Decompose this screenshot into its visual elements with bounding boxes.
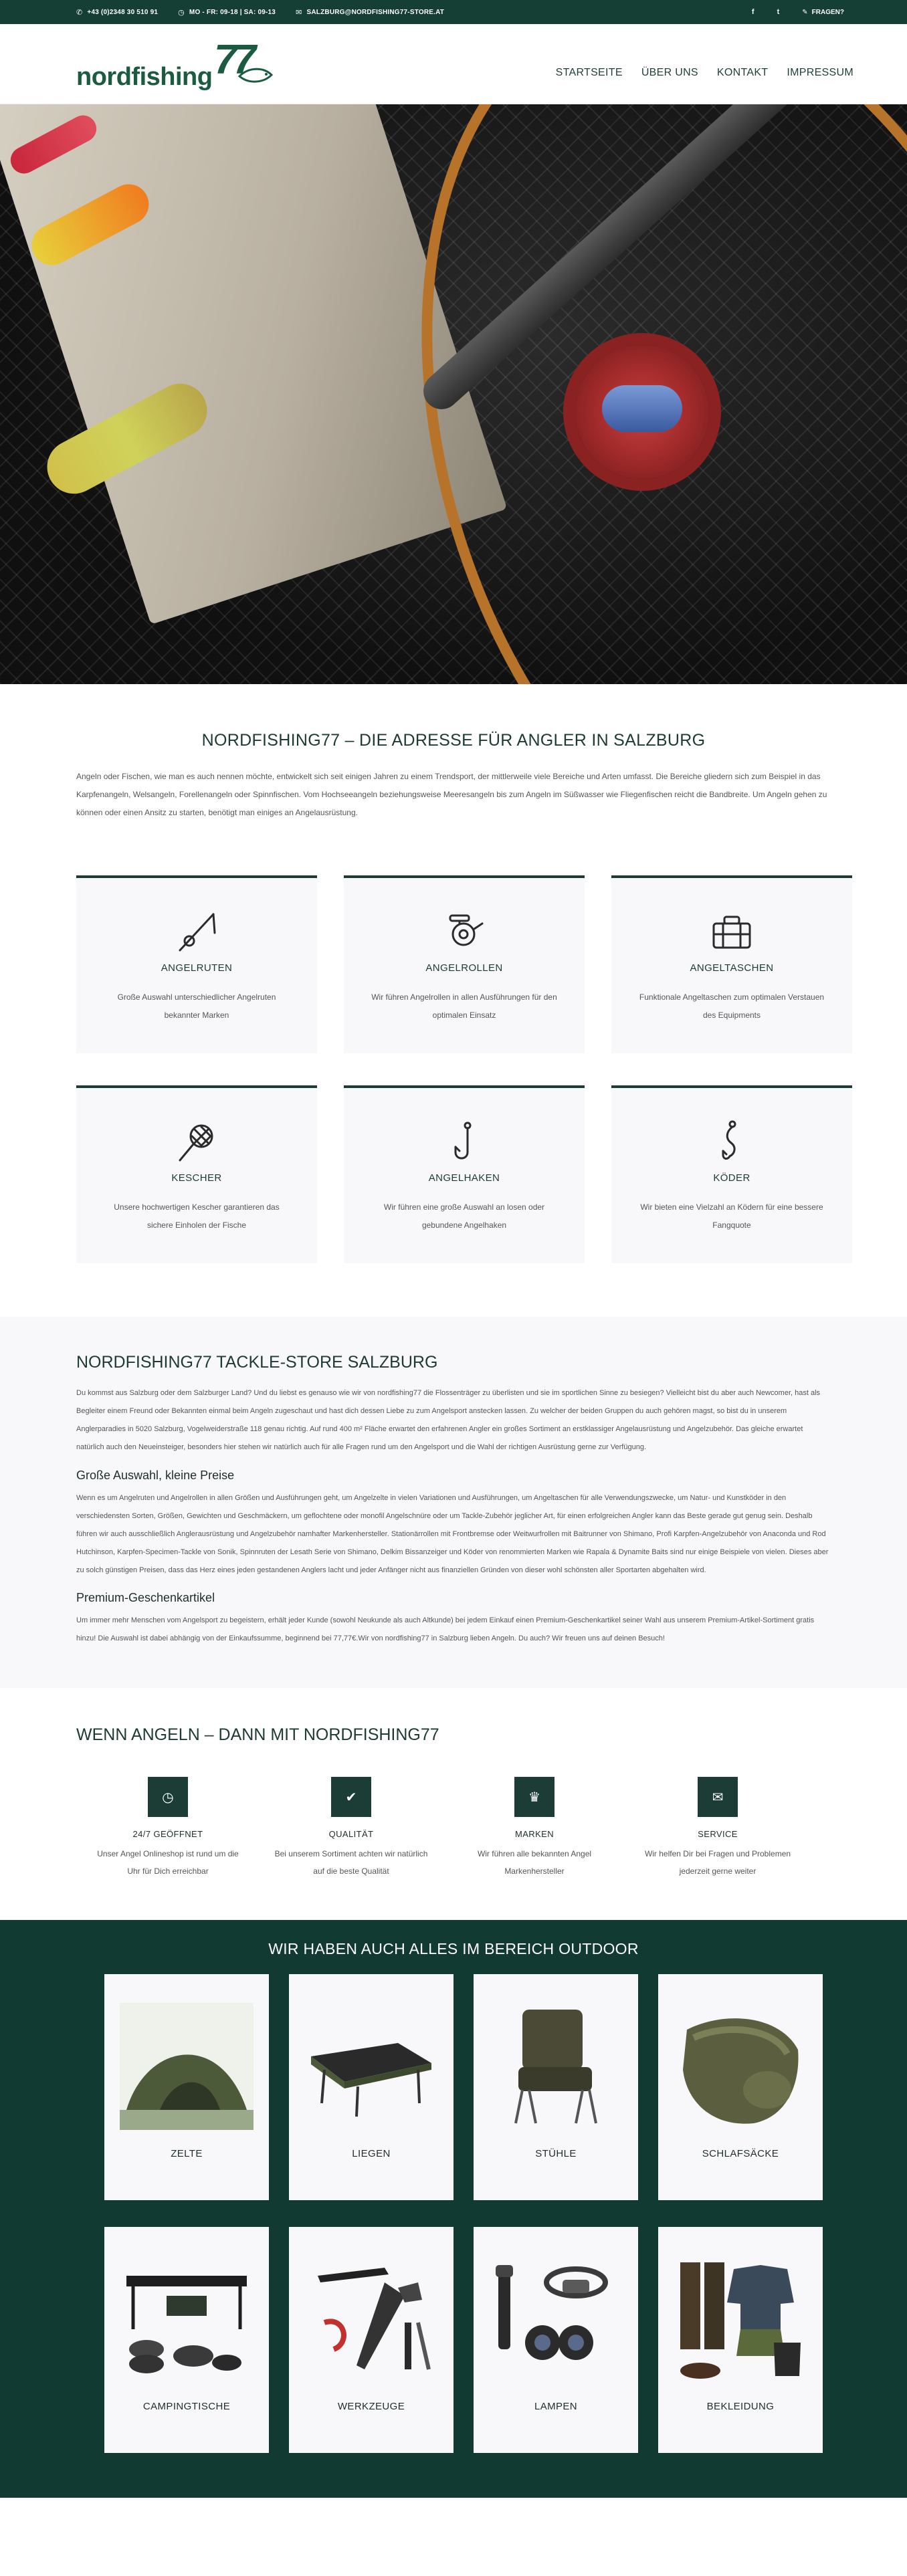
fishing-reel-icon [441,909,488,956]
outdoor-label: ZELTE [171,2147,203,2159]
main-nav [537,67,853,79]
outdoor-card-stuehle[interactable] [474,1974,638,2200]
store-paragraph: Du kommst aus Salzburg oder dem Salzburger Land? Und du liebst es genauso wie wir von nordfishing77 die Flossenträger zu überlisten und sie im sportlichen Sinne zu besiegen? Vielleicht bist du aber auch Newcomer, hast als Begleiter einem Freund oder Bekannten einmal beim Angeln zugeschaut und hast dich dessen Liebe zu zum Angelsport anstecken lassen. Zu welcher der beiden Gruppen du auch gehören magst, so bist du in unserem Anglerparadies in 5020 Salzburg, Vogelweiderstraße 118 genau richtig. Auf rund 400 m² Fläche erwartet den erfahrenen Angler ein großes Sortiment an erstklassiger Angelausrüstung und Angelzubehör. Das gleiche erwartet natürlich auch den Neueinsteiger, besonders hier stehen wir natürlich auch für alle Fragen rund um den Angelsport und die Wahl der richtigen Ausrüstung gerne zur Verfügung. [76,1389,821,1451]
clock-icon: ◷ [148,1777,188,1817]
bedchair-image [301,2000,441,2133]
outdoor-card-schlafsaecke[interactable] [658,1974,823,2200]
fishing-reel [575,345,709,479]
outdoor-card-liegen[interactable] [289,1974,454,2200]
category-title: KÖDER [713,1172,750,1184]
lamps-image [486,2252,626,2386]
phone-info[interactable] [76,8,158,17]
logo-fish-icon [237,62,277,88]
site-header [0,24,907,104]
hours-text: MO - FR: 09-18 | SA: 09-13 [189,8,276,16]
feature-text: Wir helfen Dir bei Fragen und Problemen jederzeit gerne weiter [644,1849,791,1876]
outdoor-card-zelte[interactable] [104,1974,269,2200]
outdoor-card-werkzeuge[interactable] [289,2227,454,2453]
email-info[interactable] [296,8,444,17]
category-card-angelhaken[interactable] [344,1085,585,1263]
top-bar [0,0,907,24]
intro-title: NORDFISHING77 – DIE ADRESSE FÜR ANGLER IN SALZBURG [201,731,706,750]
outdoor-label: BEKLEIDUNG [706,2400,775,2412]
email-address: SALZBURG@NORDFISHING77-STORE.AT [306,8,445,16]
feature-title: QUALITÄT [328,1829,374,1840]
category-title: ANGELRUTEN [161,962,233,974]
category-text: Unsere hochwertigen Kescher garantieren das sichere Einholen der Fische [114,1202,280,1230]
category-title: KESCHER [171,1172,222,1184]
ask-label: FRAGEN? [811,8,844,16]
landing-net-icon [173,1119,220,1166]
outdoor-section [0,1920,907,2498]
intro-section [0,684,907,875]
store-section [0,1317,907,1688]
category-card-koeder[interactable] [611,1085,852,1263]
category-title: ANGELROLLEN [425,962,503,974]
store-paragraph: Wenn es um Angelruten und Angelrollen in allen Größen und Ausführungen geht, um Angelzelte in vielen Variationen und Ausführungen, um Angeltaschen für alle Verwendungszwecke, um Natur- und Kunstköder in den verschiedensten Sorten, Größen, Gewichten und Geschmäckern, um geflochtene oder monofil Angelschnüre oder um Tackle-Zubehör jeglicher Art, für einen erfolgreichen Angler kann das Beste gerade gut genug sein. Deshalb führen wir auch ausschließlich Anglerausrüstung und Angelzubehör namhafter Markenhersteller. Stationärrollen mit Frontbremse oder Weitwurfrollen mit Baitrunner von Shimano, Profi Karpfen-Angelzubehör von Anaconda und Rod Hutchinson, Karpfen-Specimen-Tackle von Sonik, Spinnruten der Lesath Serie von Shimano, Delkim Bissanzeiger und Köder von renommierten Marken wie Rapala & Dynamite Baits sind nur einige Beispiele von vielen. Dieses aber zu solch günstigen Preisen, dass das Herz eines jeden gestandenen Anglers lacht und jeder Anfänger nicht aus finanziellen Gründen von dieser wohl schönsten aller Sportarten abgehalten wird. [76,1493,829,1574]
outdoor-label: STÜHLE [535,2147,577,2159]
phone-number: +43 (0)2348 30 510 91 [87,8,159,16]
nav-ueber-uns[interactable]: ÜBER UNS [641,67,698,78]
category-text: Funktionale Angeltaschen zum optimalen Verstauen des Equipments [639,992,825,1020]
feature-text: Unser Angel Onlineshop ist rund um die Uhr für Dich erreichbar [97,1849,239,1876]
reel-spool [602,385,682,432]
outdoor-card-lampen[interactable] [474,2227,638,2453]
ask-button[interactable] [802,9,844,16]
feature-item [626,1777,809,1879]
tools-image [301,2252,441,2386]
nav-kontakt[interactable]: KONTAKT [716,67,769,78]
category-card-angelruten[interactable] [76,875,317,1053]
feature-text: Wir führen alle bekannten Angel Markenhersteller [477,1849,592,1876]
feature-title: MARKEN [514,1829,555,1840]
clock-icon: ◷ [178,8,185,17]
twitter-icon[interactable]: t [777,8,780,16]
category-text: Wir führen Angelrollen in allen Ausführungen für den optimalen Einsatz [371,992,557,1020]
facebook-icon[interactable]: f [751,8,754,16]
fish-hook-icon [441,1119,488,1166]
opening-hours [178,8,276,17]
feature-item [260,1777,443,1879]
category-title: ANGELTASCHEN [690,962,774,974]
outdoor-label: LIEGEN [352,2147,391,2159]
fishing-rod-icon [173,909,220,956]
category-grid [0,875,907,1317]
bait-icon [708,1119,755,1166]
logo[interactable] [76,37,290,98]
logo-word: nordfishing [76,63,213,91]
outdoor-label: LAMPEN [534,2400,578,2412]
trophy-icon: ♛ [514,1777,555,1817]
nav-startseite[interactable]: STARTSEITE [555,67,623,78]
chair-image [486,2000,626,2133]
nav-impressum[interactable]: IMPRESSUM [787,67,853,78]
feature-item [443,1777,626,1879]
features-title: WENN ANGELN – DANN MIT NORDFISHING77 [76,1725,439,1745]
category-card-kescher[interactable] [76,1085,317,1263]
category-text: Wir bieten eine Vielzahl an Ködern für eine bessere Fangquote [640,1202,823,1230]
tent-image [116,2000,257,2133]
feature-item [76,1777,260,1879]
feature-title: SERVICE [698,1829,738,1840]
mail-icon: ✉ [296,8,302,17]
outdoor-label: CAMPINGTISCHE [142,2400,231,2412]
camping-table-image [116,2252,257,2386]
category-card-angeltaschen[interactable] [611,875,852,1053]
gift-heading: Premium-Geschenkartikel [76,1591,215,1605]
category-card-angelrollen[interactable] [344,875,585,1053]
outdoor-title: WIR HABEN AUCH ALLES IM BEREICH OUTDOOR [268,1939,639,1957]
selection-heading: Große Auswahl, kleine Preise [76,1468,235,1482]
clothing-image [670,2252,811,2386]
category-text: Große Auswahl unterschiedlicher Angelruten bekannter Marken [117,992,276,1020]
edit-icon: ✎ [802,8,808,16]
outdoor-card-bekleidung[interactable] [658,2227,823,2453]
feature-text: Bei unserem Sortiment achten wir natürlich auf die beste Qualität [274,1849,428,1876]
outdoor-label: WERKZEUGE [337,2400,405,2412]
outdoor-label: SCHLAFSÄCKE [702,2147,779,2159]
phone-icon: ✆ [76,8,83,17]
store-title: NORDFISHING77 TACKLE-STORE SALZBURG [76,1353,438,1372]
store-paragraph: Um immer mehr Menschen vom Angelsport zu begeistern, erhält jeder Kunde (sowohl Neukunde als auch Altkunde) bei jedem Einkauf einen Premium-Geschenkartikel seiner Wahl aus unserem Premium-Artikel-Sortiment gratis hinzu! Die Auswahl ist dabei abhängig von der Einkaufssumme, beginnend bei 77,77€.Wir von nordfishing77 in Salzburg lieben Angeln. Du auch? Wir freuen uns auf deinen Besuch! [76,1616,815,1643]
tackle-bag-icon [708,909,755,956]
logo-number: 77 [214,37,252,83]
feature-title: 24/7 GEÖFFNET [132,1829,203,1840]
features-section [0,1688,907,1919]
chat-bubbles-icon: ✉ [698,1777,738,1817]
check-circle-icon: ✔ [331,1777,371,1817]
category-text: Wir führen eine große Auswahl an losen oder gebundene Angelhaken [383,1202,545,1230]
hero-image [0,104,907,684]
outdoor-card-campingtische[interactable] [104,2227,269,2453]
intro-text: Angeln oder Fischen, wie man es auch nennen möchte, entwickelt sich seit einigen Jahren zu einem Trendsport, der mittlerweile viele Bereiche und Arten umfasst. Die Bereiche gliedern sich zum Beispiel in das Karpfenangeln, Welsangeln, Forellenangeln oder Spinnfischen. Vom Hochseeangeln beziehungsweise Meeresangeln bis zum Angeln im Süßwasser wie Fliegenfischen reicht die Bandbreite. Um Angeln gehen zu können oder einen Ansitz zu starten, benötigt man einiges an Angelausrüstung. [76,772,827,817]
sleeping-bag-image [670,2000,811,2133]
category-title: ANGELHAKEN [428,1172,500,1184]
